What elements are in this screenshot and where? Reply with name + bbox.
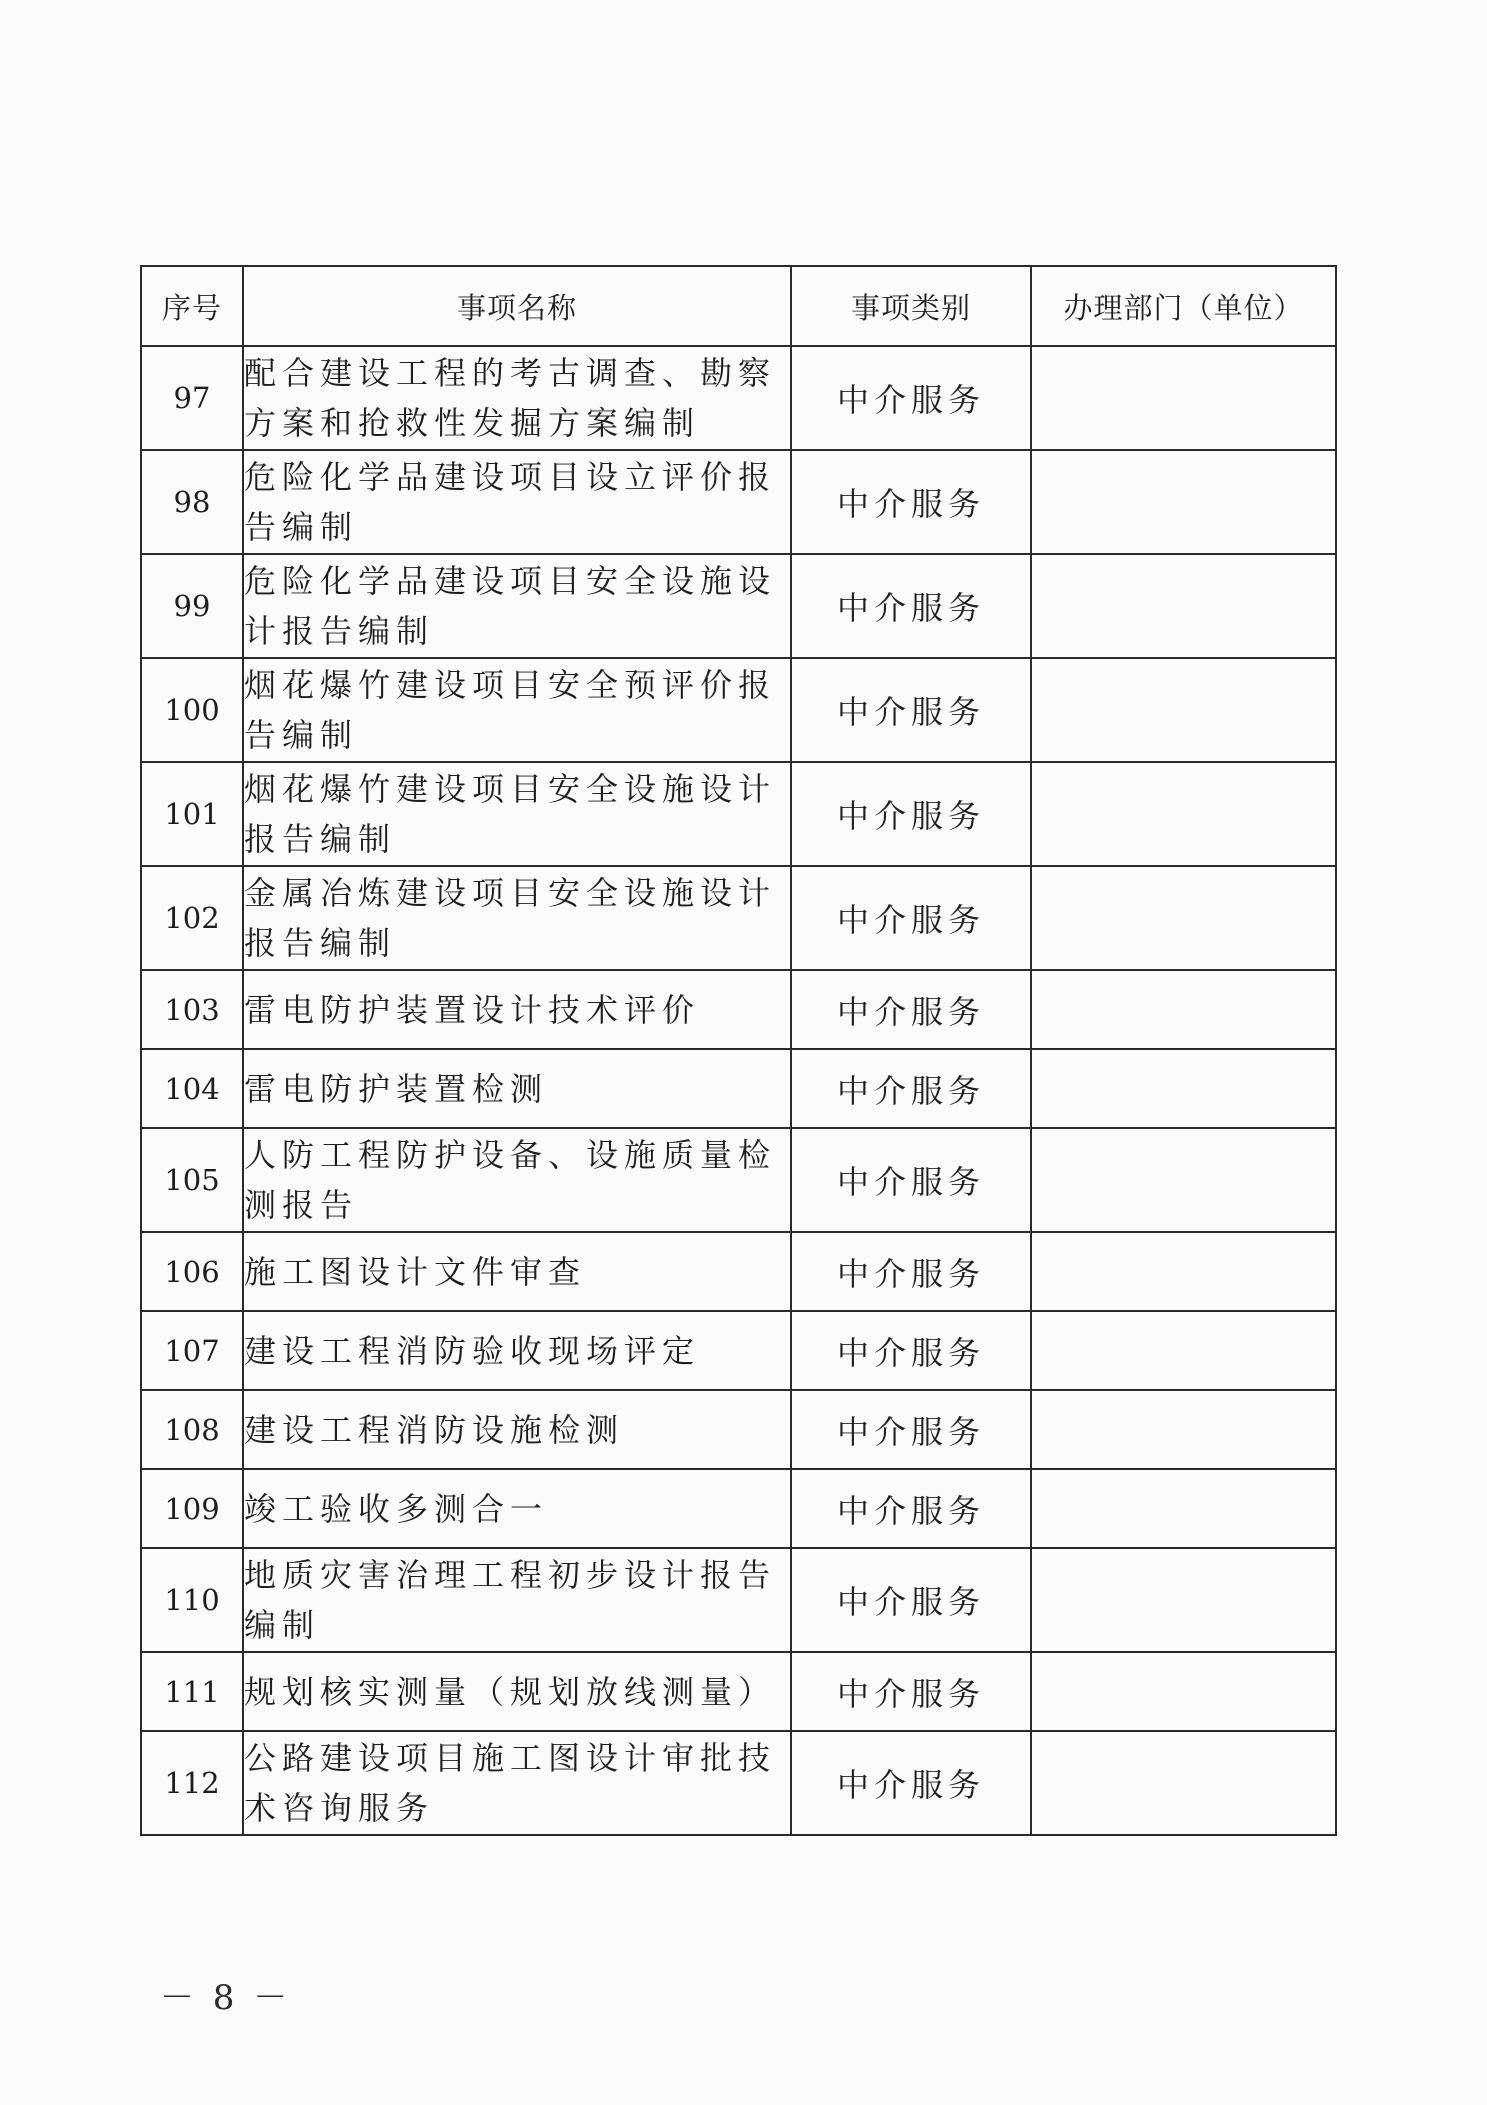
row-category: 中介服务 <box>791 1232 1031 1311</box>
table-row <box>141 1128 1336 1232</box>
row-department <box>1031 1731 1336 1835</box>
row-name: 人防工程防护设备、设施质量检测报告 <box>243 1128 791 1232</box>
row-no: 112 <box>141 1731 243 1835</box>
row-no: 103 <box>141 970 243 1049</box>
row-no: 109 <box>141 1469 243 1548</box>
row-department <box>1031 866 1336 970</box>
row-department <box>1031 346 1336 450</box>
row-name: 金属冶炼建设项目安全设施设计报告编制 <box>243 866 791 970</box>
row-no: 104 <box>141 1049 243 1128</box>
row-no: 101 <box>141 762 243 866</box>
table-row <box>141 1311 1336 1390</box>
table-row <box>141 554 1336 658</box>
table-row <box>141 1652 1336 1731</box>
row-department <box>1031 1311 1336 1390</box>
row-department <box>1031 1390 1336 1469</box>
row-no: 100 <box>141 658 243 762</box>
row-category: 中介服务 <box>791 658 1031 762</box>
row-category: 中介服务 <box>791 762 1031 866</box>
header-no: 序号 <box>141 266 243 346</box>
table-row <box>141 762 1336 866</box>
row-category: 中介服务 <box>791 1731 1031 1835</box>
row-department <box>1031 970 1336 1049</box>
row-category: 中介服务 <box>791 450 1031 554</box>
table-header-row <box>141 266 1336 346</box>
table-row <box>141 1390 1336 1469</box>
row-name: 公路建设项目施工图设计审批技术咨询服务 <box>243 1731 791 1835</box>
row-category: 中介服务 <box>791 970 1031 1049</box>
table-row <box>141 658 1336 762</box>
row-name: 规划核实测量（规划放线测量） <box>243 1652 791 1731</box>
table-row <box>141 866 1336 970</box>
row-no: 111 <box>141 1652 243 1731</box>
header-department: 办理部门（单位） <box>1031 266 1336 346</box>
table-row <box>141 450 1336 554</box>
row-department <box>1031 1232 1336 1311</box>
row-category: 中介服务 <box>791 1548 1031 1652</box>
header-category: 事项类别 <box>791 266 1031 346</box>
row-department <box>1031 450 1336 554</box>
row-department <box>1031 1548 1336 1652</box>
table-row <box>141 346 1336 450</box>
row-name: 危险化学品建设项目设立评价报告编制 <box>243 450 791 554</box>
row-category: 中介服务 <box>791 1311 1031 1390</box>
row-name: 施工图设计文件审查 <box>243 1232 791 1311</box>
row-category: 中介服务 <box>791 1128 1031 1232</box>
row-department <box>1031 1128 1336 1232</box>
row-no: 105 <box>141 1128 243 1232</box>
row-name: 危险化学品建设项目安全设施设计报告编制 <box>243 554 791 658</box>
row-name: 配合建设工程的考古调查、勘察方案和抢救性发掘方案编制 <box>243 346 791 450</box>
row-category: 中介服务 <box>791 1390 1031 1469</box>
table-row <box>141 1548 1336 1652</box>
row-name: 雷电防护装置检测 <box>243 1049 791 1128</box>
row-category: 中介服务 <box>791 1049 1031 1128</box>
row-name: 雷电防护装置设计技术评价 <box>243 970 791 1049</box>
row-department <box>1031 1652 1336 1731</box>
row-department <box>1031 658 1336 762</box>
items-table <box>140 265 1337 1836</box>
table-row <box>141 1049 1336 1128</box>
row-category: 中介服务 <box>791 866 1031 970</box>
table-row <box>141 1232 1336 1311</box>
row-no: 106 <box>141 1232 243 1311</box>
page-number: － 8 － <box>160 1978 292 2018</box>
row-name: 烟花爆竹建设项目安全设施设计报告编制 <box>243 762 791 866</box>
row-name: 建设工程消防验收现场评定 <box>243 1311 791 1390</box>
row-no: 102 <box>141 866 243 970</box>
row-category: 中介服务 <box>791 1469 1031 1548</box>
header-name: 事项名称 <box>243 266 791 346</box>
row-no: 98 <box>141 450 243 554</box>
row-category: 中介服务 <box>791 346 1031 450</box>
row-department <box>1031 762 1336 866</box>
row-no: 107 <box>141 1311 243 1390</box>
row-name: 地质灾害治理工程初步设计报告编制 <box>243 1548 791 1652</box>
row-category: 中介服务 <box>791 554 1031 658</box>
row-department <box>1031 1049 1336 1128</box>
row-name: 烟花爆竹建设项目安全预评价报告编制 <box>243 658 791 762</box>
row-no: 97 <box>141 346 243 450</box>
table-row <box>141 1731 1336 1835</box>
table-row <box>141 970 1336 1049</box>
row-category: 中介服务 <box>791 1652 1031 1731</box>
row-department <box>1031 554 1336 658</box>
row-name: 竣工验收多测合一 <box>243 1469 791 1548</box>
row-no: 99 <box>141 554 243 658</box>
row-department <box>1031 1469 1336 1548</box>
row-no: 110 <box>141 1548 243 1652</box>
row-no: 108 <box>141 1390 243 1469</box>
table-row <box>141 1469 1336 1548</box>
row-name: 建设工程消防设施检测 <box>243 1390 791 1469</box>
